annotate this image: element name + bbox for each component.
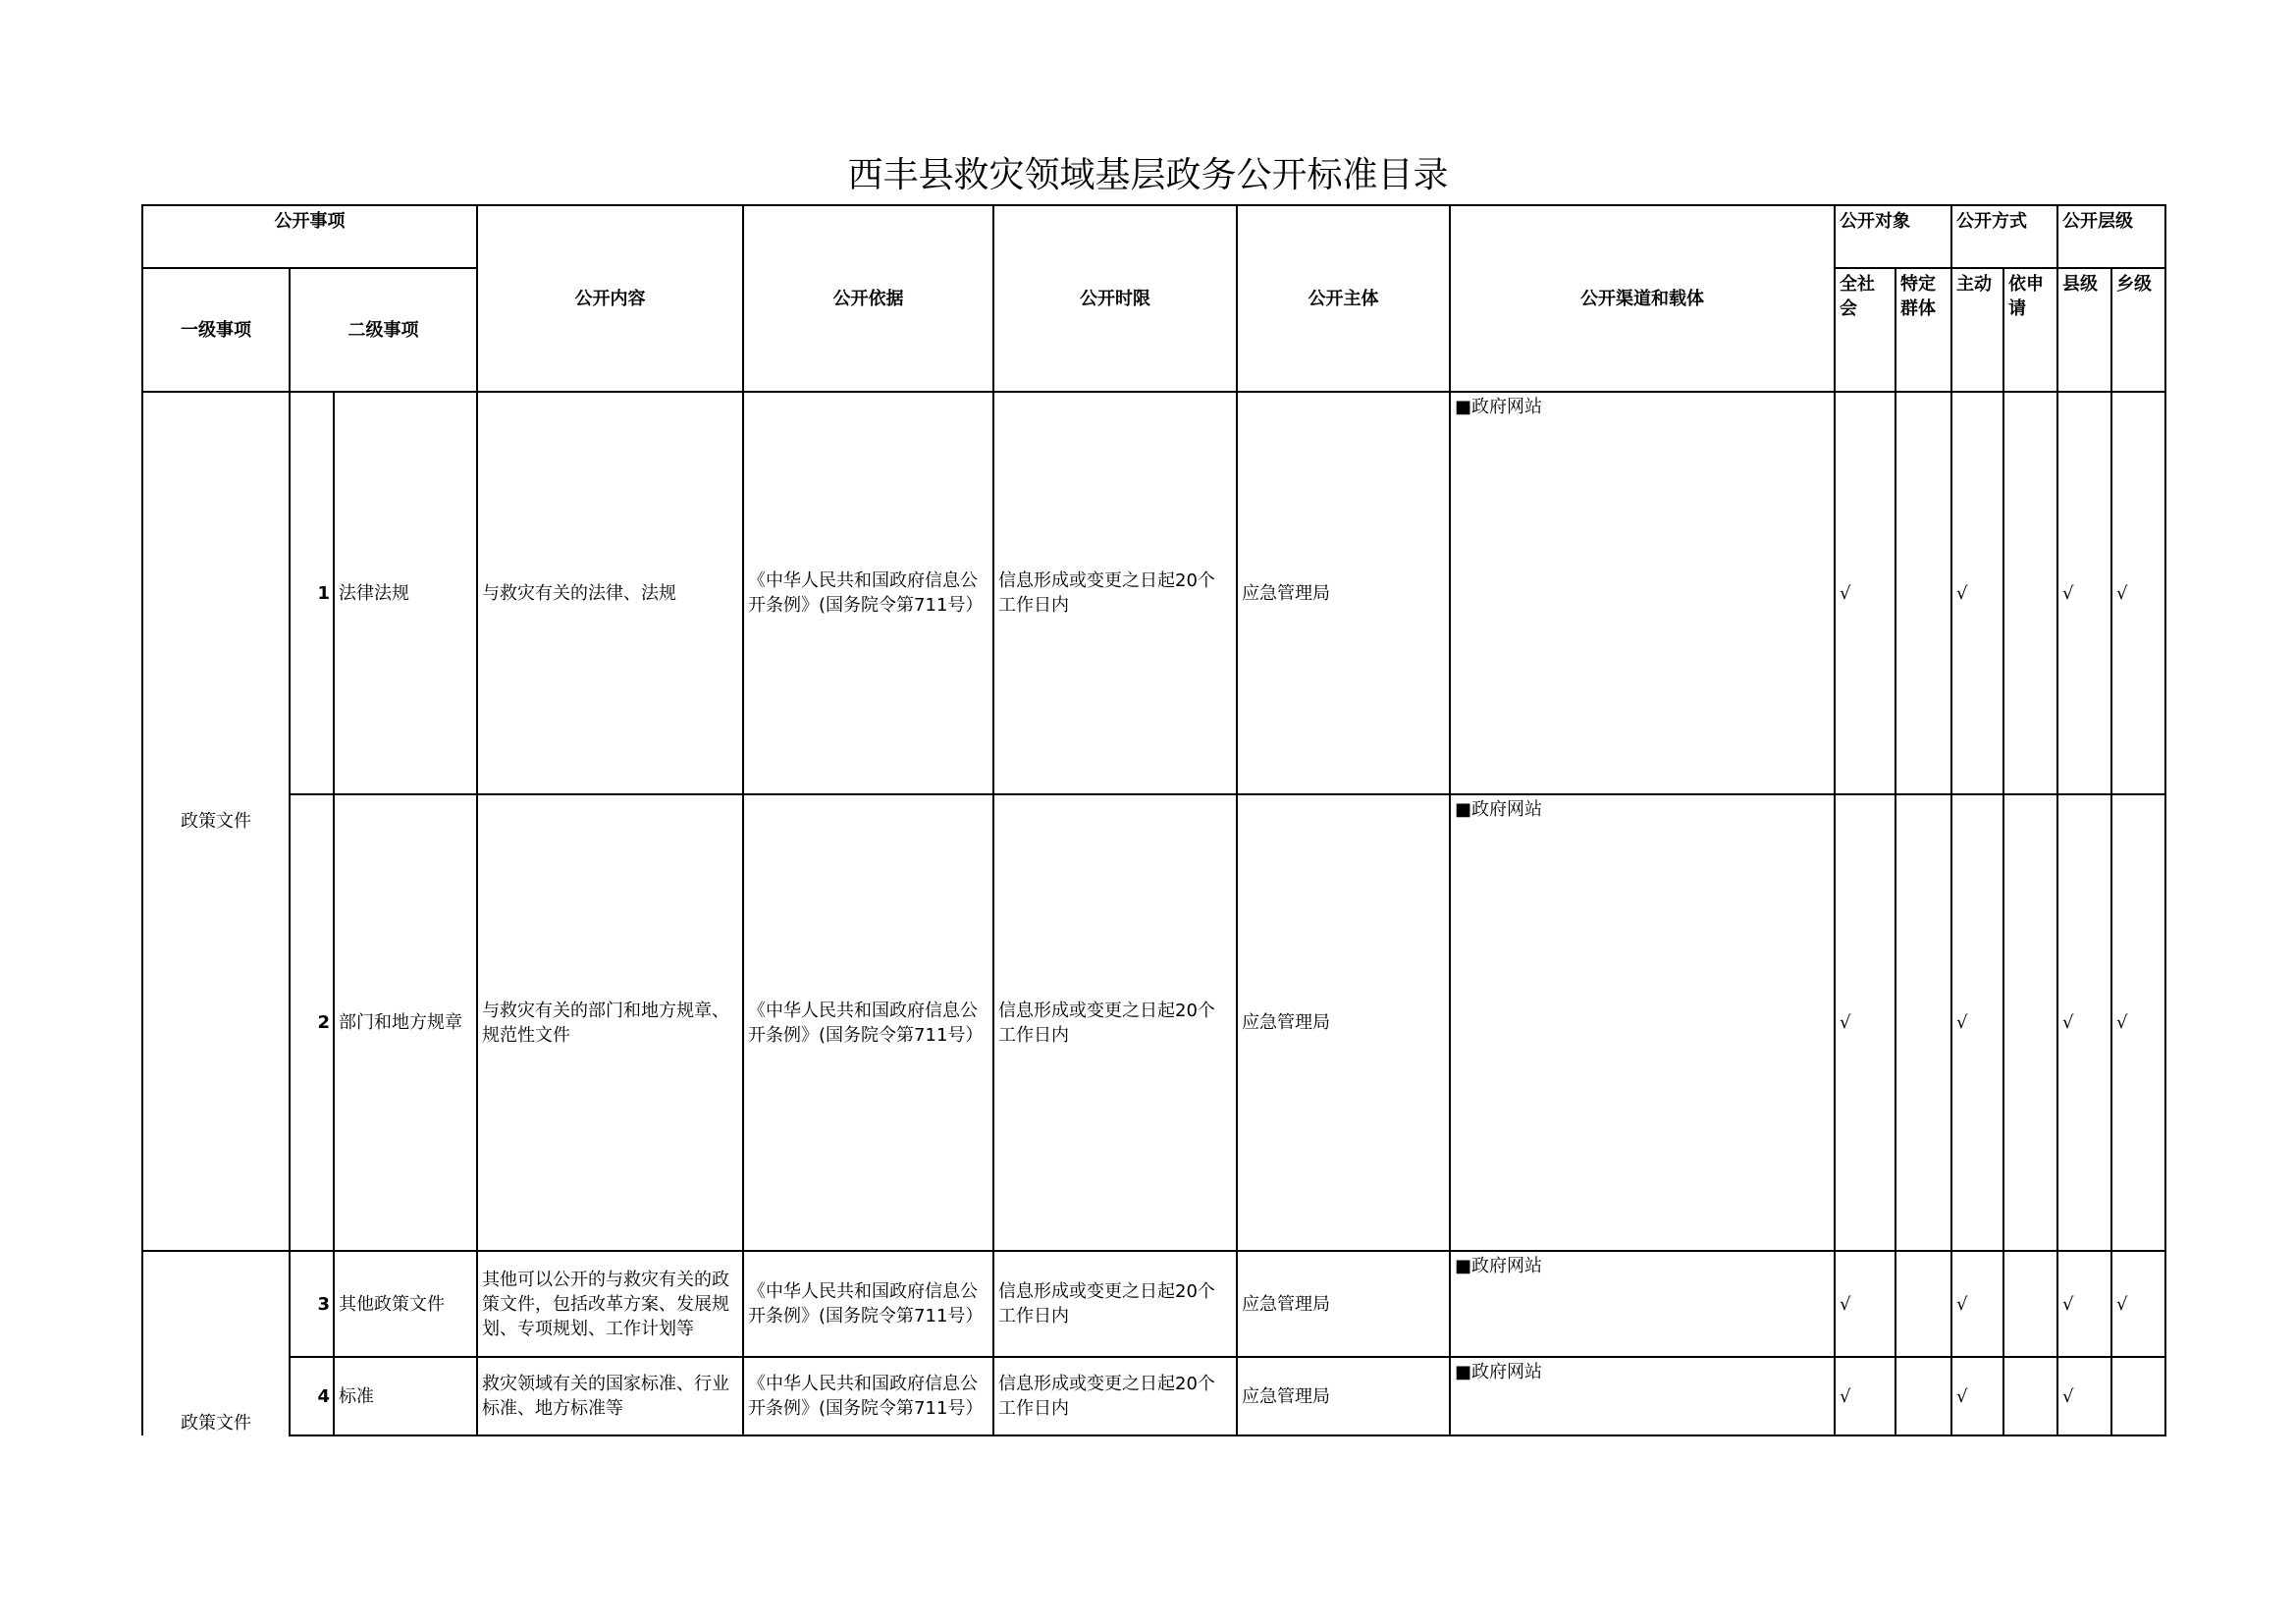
row-channel: ■政府网站 [1450, 392, 1835, 794]
header-ejsx: 二级事项 [290, 268, 477, 392]
row-xj: √ [2057, 1357, 2111, 1435]
table-row [142, 1251, 2165, 1357]
row-ysq [2003, 392, 2057, 794]
row-xiangji [2111, 1357, 2165, 1435]
row-ysq [2003, 1357, 2057, 1435]
header-gkzt: 公开主体 [1237, 205, 1450, 392]
header-row-1 [142, 205, 2165, 268]
table-row [142, 392, 2165, 794]
header-ysq: 依申请 [2003, 268, 2057, 392]
header-xiangji: 乡级 [2111, 268, 2165, 392]
header-tdqt: 特定群体 [1896, 268, 1951, 392]
row-zd: √ [1951, 1251, 2003, 1357]
header-gkss: 公开事项 [142, 205, 477, 268]
row-qsh: √ [1835, 1357, 1896, 1435]
row-xiangji: √ [2111, 794, 2165, 1251]
row-number: 3 [290, 1251, 334, 1357]
group-label: 政策文件 [142, 1251, 290, 1435]
row-subject: 应急管理局 [1237, 1251, 1450, 1357]
row-item: 法律法规 [334, 392, 477, 794]
header-yjsx: 一级事项 [142, 268, 290, 392]
row-item: 部门和地方规章 [334, 794, 477, 1251]
row-item: 标准 [334, 1357, 477, 1435]
header-gkdx: 公开对象 [1835, 205, 1951, 268]
header-gksx: 公开时限 [993, 205, 1237, 392]
row-number: 1 [290, 392, 334, 794]
group-label: 政策文件 [142, 392, 290, 1251]
row-xj: √ [2057, 1251, 2111, 1357]
page-title: 西丰县救灾领域基层政务公开标准目录 [847, 155, 1449, 195]
header-zd: 主动 [1951, 268, 2003, 392]
row-qsh: √ [1835, 392, 1896, 794]
row-ysq [2003, 794, 2057, 1251]
row-limit: 信息形成或变更之日起20个工作日内 [993, 794, 1237, 1251]
row-xiangji: √ [2111, 392, 2165, 794]
row-content: 与救灾有关的部门和地方规章、规范性文件 [477, 794, 743, 1251]
row-number: 2 [290, 794, 334, 1251]
row-tdqt [1896, 1251, 1951, 1357]
row-limit: 信息形成或变更之日起20个工作日内 [993, 392, 1237, 794]
row-channel: ■政府网站 [1450, 794, 1835, 1251]
row-zd: √ [1951, 794, 2003, 1251]
row-basis: 《中华人民共和国政府信息公开条例》(国务院令第711号） [743, 1251, 993, 1357]
row-limit: 信息形成或变更之日起20个工作日内 [993, 1357, 1237, 1435]
row-zd: √ [1951, 1357, 2003, 1435]
row-subject: 应急管理局 [1237, 392, 1450, 794]
header-qsh: 全社会 [1835, 268, 1896, 392]
header-gkyj: 公开依据 [743, 205, 993, 392]
row-basis: 《中华人民共和国政府信息公开条例》(国务院令第711号） [743, 392, 993, 794]
row-xj: √ [2057, 392, 2111, 794]
row-channel: ■政府网站 [1450, 1251, 1835, 1357]
table-row [142, 794, 2165, 1251]
table-row [142, 1357, 2165, 1435]
row-subject: 应急管理局 [1237, 794, 1450, 1251]
row-ysq [2003, 1251, 2057, 1357]
row-content: 与救灾有关的法律、法规 [477, 392, 743, 794]
row-xiangji: √ [2111, 1251, 2165, 1357]
row-zd: √ [1951, 392, 2003, 794]
catalog-table [141, 204, 2166, 1436]
row-content: 救灾领域有关的国家标准、行业标准、地方标准等 [477, 1357, 743, 1435]
row-xj: √ [2057, 794, 2111, 1251]
row-item: 其他政策文件 [334, 1251, 477, 1357]
row-number: 4 [290, 1357, 334, 1435]
row-qsh: √ [1835, 1251, 1896, 1357]
row-content: 其他可以公开的与救灾有关的政策文件，包括改革方案、发展规划、专项规划、工作计划等 [477, 1251, 743, 1357]
row-tdqt [1896, 794, 1951, 1251]
row-basis: 《中华人民共和国政府信息公开条例》(国务院令第711号） [743, 794, 993, 1251]
header-gknr: 公开内容 [477, 205, 743, 392]
header-gkcj: 公开层级 [2057, 205, 2165, 268]
header-xj: 县级 [2057, 268, 2111, 392]
row-channel: ■政府网站 [1450, 1357, 1835, 1435]
row-qsh: √ [1835, 794, 1896, 1251]
row-basis: 《中华人民共和国政府信息公开条例》(国务院令第711号） [743, 1357, 993, 1435]
row-limit: 信息形成或变更之日起20个工作日内 [993, 1251, 1237, 1357]
row-tdqt [1896, 1357, 1951, 1435]
row-tdqt [1896, 392, 1951, 794]
header-gkfs: 公开方式 [1951, 205, 2057, 268]
row-subject: 应急管理局 [1237, 1357, 1450, 1435]
header-gkqd: 公开渠道和载体 [1450, 205, 1835, 392]
